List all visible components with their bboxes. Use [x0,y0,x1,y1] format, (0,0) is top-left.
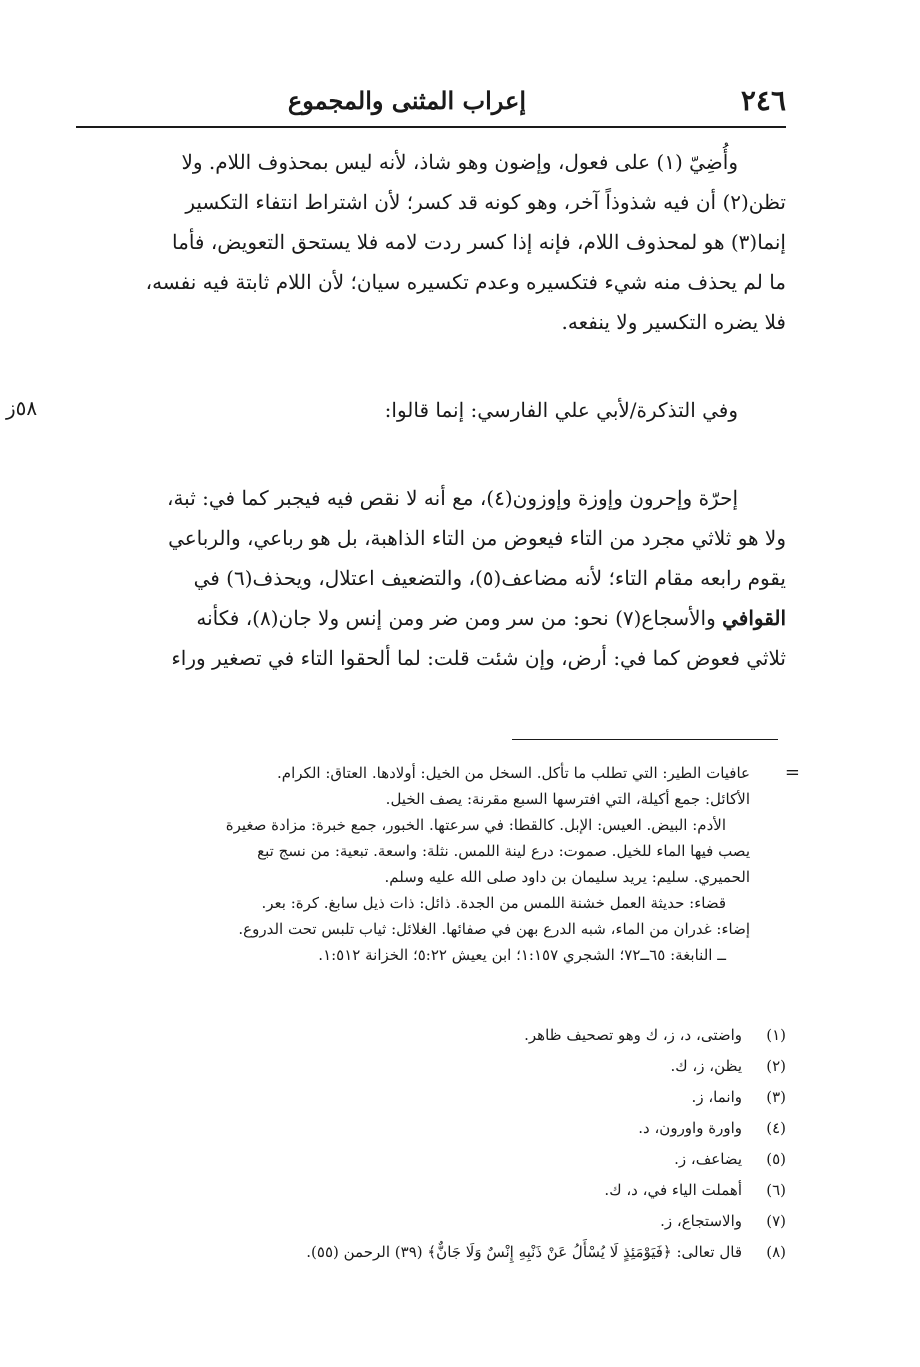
footnotes-list [76,1020,786,1268]
footnote [76,1175,786,1206]
footnote-line: عافيات الطير: التي تطلب ما تأكل. السخل من الخيل: أولادها. العتاق: الكرام. [277,764,750,782]
footnote-line: ــ النابغة: ٦٥ــ٧٢؛ الشجري ١:١٥٧؛ ابن يعيش ٥:٢٢؛ الخزانة ١:٥١٢. [318,946,726,964]
footnote [76,1237,786,1268]
text-line: ما لم يحذف منه شيء فتكسيره وعدم تكسيره سيان؛ لأن اللام ثابتة فيه نفسه، [145,270,786,294]
footnote-number: (٥) [766,1150,786,1168]
text-line: يقوم رابعه مقام التاء؛ لأنه مضاعف(٥)، والتضعيف اعتلال، ويحذف(٦) في [193,566,786,590]
footnote-text: يضاعف، ز. [674,1150,742,1168]
footnote-text: قال تعالى: ﴿فَيَوْمَئِذٍ لَا يُسْأَلُ عَنْ ذَنْبِهِ إِنْسٌ وَلَا جَانٌّ﴾ (٣٩) الرحمن (٥٥). [306,1243,742,1261]
text-line: فلا يضره التكسير ولا ينفعه. [561,310,786,334]
footnote-continuation [76,760,800,968]
footnote-line: قضاء: حديثة العمل خشنة اللمس من الجدة. ذائل: ذات ذيل سابغ. كرة: بعر. [261,894,726,912]
footnote-text: والاستجاع، ز. [660,1212,742,1230]
text-line: ثلاثي فعوض كما في: أرض، وإن شئت قلت: لما ألحقوا التاء في تصغير وراء [171,646,786,670]
page-number: ٢٤٦ [740,84,786,117]
footnote-text: وانما، ز. [691,1088,742,1106]
footnote-text: يظن، ز، ك. [670,1057,742,1075]
text-line: إحرّة وإحرون وإوزة وإوزون(٤)، مع أنه لا نقص فيه فيجبر كما في: ثبة، [167,486,738,510]
running-title: إعراب المثنى والمجموع [287,86,526,115]
footnote-line: الأكائل: جمع أكيلة، التي افترسها السبع مقرنة: يصف الخيل. [385,790,750,808]
text-line: وفي التذكرة/لأبي علي الفارسي: إنما قالوا: [384,398,738,422]
footnote-line: يصب فيها الماء للخيل. صموت: درع لينة اللمس. نثلة: واسعة. تبعية: من نسج تبع [257,842,750,860]
text-line: تظن(٢) أن فيه شذوذاً آخر، وهو كونه قد كسر؛ لأن اشتراط انتفاء التكسير [185,190,786,214]
header-rule [76,126,786,128]
footnote-number: (٢) [766,1057,786,1075]
footnote [76,1144,786,1175]
footnote-number: (٨) [766,1243,786,1261]
page-header [76,84,786,124]
paragraph-1 [76,142,786,342]
paragraph-3 [76,478,786,678]
margin-folio-mark: ٥٨ز [6,396,38,420]
footnote-text: أهملت الياء في، د، ك. [604,1181,742,1199]
footnote [76,1082,786,1113]
bold-word: القوافي [722,606,786,630]
footnote [76,1206,786,1237]
footnote-number: (٧) [766,1212,786,1230]
footnote-number: (٤) [766,1119,786,1137]
footnote [76,1020,786,1051]
footnote-line: الحميري. سليم: يريد سليمان بن داود صلى الله عليه وسلم. [384,868,750,886]
footnote [76,1113,786,1144]
footnote-line: إضاء: غدران من الماء، شبه الدرع بهن في صفائها. الغلائل: ثياب تلبس تحت الدروع. [238,920,750,938]
footnote [76,1051,786,1082]
footnote-text: واضتى، د، ز، ك وهو تصحيف ظاهر. [524,1026,742,1044]
text-line: وأُضِيّ (١) على فعول، وإضون وهو شاذ، لأنه ليس بمحذوف اللام. ولا [181,150,738,174]
footnote-line: الأدم: البيض. العيس: الإبل. كالقطا: في سرعتها. الخبور، جمع خبرة: مزادة صغيرة [225,816,726,834]
continuation-mark: = [784,762,800,783]
text-line [76,598,786,638]
footnote-rule [512,739,778,740]
text-span: والأسجاع(٧) نحو: من سر ومن ضر ومن إنس ولا جان(٨)، فكأنه [196,606,716,630]
footnote-number: (٦) [766,1181,786,1199]
paragraph-2 [76,390,786,430]
footnote-number: (١) [766,1026,786,1044]
footnote-number: (٣) [766,1088,786,1106]
footnote-text: واورة واورون، د. [638,1119,742,1137]
text-line: إنما(٣) هو لمحذوف اللام، فإنه إذا كسر ردت لامه فلا يستحق التعويض، فأما [172,230,786,254]
text-line: ولا هو ثلاثي مجرد من التاء فيعوض من التاء الذاهبة، بل هو رباعي، والرباعي [168,526,786,550]
